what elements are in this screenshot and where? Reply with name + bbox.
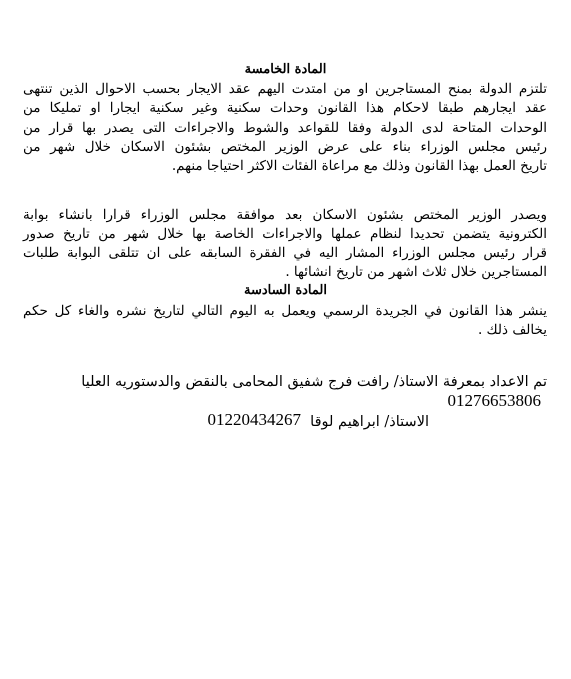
article-5-para-2-line: قرار رئيس مجلس الوزراء المشار اليه في الفقرة السابقه على ان تتلقى البوابة طلبات: [23, 245, 547, 261]
article-5-para-1-line: تلتزم الدولة بمنح المستاجرين او من امتدت اليهم عقد الايجار بحسب الاحوال الذين تنتهى: [23, 81, 547, 97]
article-5-para-2-line: المستاجرين خلال ثلاث اشهر من تاريخ انشائها .: [285, 264, 547, 280]
article-5-para-2-line: ويصدر الوزير المختص بشئون الاسكان بعد موافقة مجلس الوزراء قرارا بانشاء بوابة: [23, 207, 547, 223]
article-5-para-1-line: تاريخ العمل بهذا القانون وذلك مع مراعاة الفئات الاكثر احتياجا منهم.: [171, 158, 547, 174]
article-6-para-line: ينشر هذا القانون في الجريدة الرسمي ويعمل به اليوم التالي لتاريخ نشره والغاء كل حكم: [23, 303, 547, 319]
article-6-title: المادة السادسة: [244, 283, 327, 298]
article-5-title: المادة الخامسة: [244, 62, 327, 77]
article-5-para-2-line: الكترونية يتضمن تحديدا لنظام عملها والاجراءات الخاصة بها خلال شهر من تاريخ صدور: [23, 226, 547, 242]
article-5-para-1-line: عقد ايجارهم طبقا لاحكام هذا القانون وحدات سكنية وغير سكنية ايجارا او تمليكا من: [23, 100, 547, 116]
credit-line-2: الاستاذ/ ابراهيم لوقا: [310, 414, 429, 430]
article-6-para-line: يخالف ذلك .: [477, 322, 547, 338]
article-5-para-1-line: رئيس مجلس الوزراء بناء على عرض الوزير المختص بشئون الاسكان خلال شهر من: [23, 139, 547, 155]
article-5-para-1-line: الوحدات المتاحة لدى الدولة وفقا للقواعد والشوط والاجراءات التى يصدر بها قرار من: [23, 120, 547, 136]
credit-phone-2: 01220434267: [207, 410, 301, 429]
credit-phone-1: 01276653806: [447, 391, 541, 410]
credit-line-1: تم الاعداد بمعرفة الاستاذ/ رافت فرج شفيق المحامى بالنقض والدستوريه العليا: [81, 374, 547, 390]
